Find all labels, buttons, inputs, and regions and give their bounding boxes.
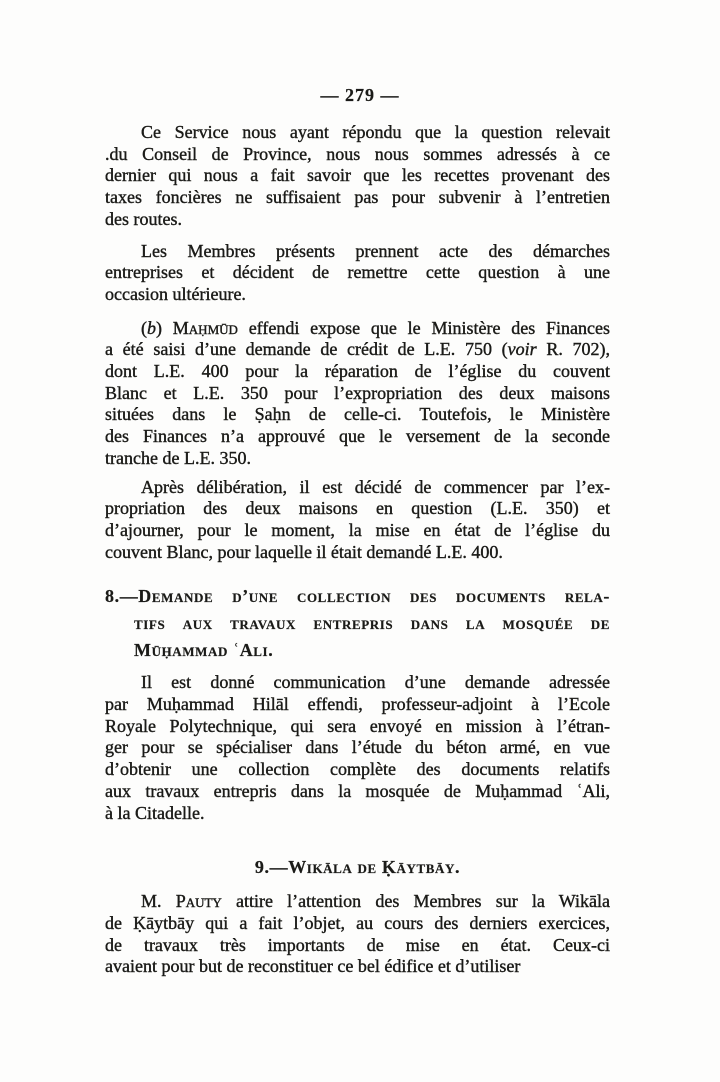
heading-hanging — [105, 583, 610, 664]
text-line: Blanc et L.E. 350 pour l’expropriation des deux maisons — [105, 382, 610, 403]
text-line: Mūḥammad ʿAli. — [134, 640, 274, 661]
text-line: ger pour se spécialiser dans l’étude du béton armé, en vue — [105, 737, 610, 758]
text-line: couvent Blanc, pour laquelle il était demandé L.E. 400. — [105, 541, 503, 562]
text-line: 9.—Wikāla de Ḳāytbāy. — [254, 857, 461, 878]
text-line: d’ajourner, pour le moment, la mise en état de l’église du — [105, 519, 610, 540]
text-line: a été saisi d’une demande de crédit de L.E. 750 (voir R. 702), — [105, 339, 611, 360]
paragraph — [105, 241, 610, 306]
text-line: 8.—Demande d’une collection des documents rela- — [105, 586, 610, 607]
heading-centered — [105, 854, 610, 880]
text-line: des routes. — [105, 208, 182, 229]
text-line: par Muḥammad Hilāl effendi, professeur-adjoint à l’Ecole — [105, 694, 610, 715]
text-line: aux travaux entrepris dans la mosquée de Muḥammad ʿAli, — [105, 780, 610, 801]
text-line: Ce Service nous ayant répondu que la question relevait — [141, 122, 610, 142]
text-line: dont L.E. 400 pour la réparation de l’église du couvent — [105, 361, 610, 382]
text-line: de travaux très importants de mise en état. Ceux-ci — [105, 934, 610, 955]
text-line: dernier qui nous a fait savoir que les recettes provenant des — [105, 165, 610, 186]
text-line: de Ḳāytbāy qui a fait l’objet, au cours des derniers exercices, — [105, 912, 610, 933]
paragraph — [105, 891, 610, 978]
text-line: M. Pauty attire l’attention des Membres sur la Wikāla — [141, 891, 610, 912]
text-line: situées dans le Ṣaḥn de celle-ci. Toutefois, le Ministère — [105, 404, 610, 425]
text-line: occasion ultérieure. — [105, 283, 246, 304]
page-number: — 279 — — [320, 85, 400, 105]
text-line: Les Membres présents prennent acte des démarches — [141, 240, 610, 261]
text-line: des Finances n’a approuvé que le versement de la seconde — [105, 426, 610, 447]
text-line: d’obtenir une collection complète des documents relatifs — [105, 759, 610, 780]
text-line: Il est donné communication d’une demande adressée — [141, 672, 610, 693]
text-line: tranche de L.E. 350. — [105, 447, 251, 468]
paragraph — [105, 122, 610, 231]
paragraph — [105, 318, 610, 470]
text-line: Royale Polytechnique, qui sera envoyé en mission à l’étran- — [105, 715, 610, 736]
text-line: taxes foncières ne suffisaient pas pour subvenir à l’entretien — [105, 187, 610, 208]
text-line: entreprises et décident de remettre cette question à une — [105, 262, 610, 283]
text-line: à la Citadelle. — [105, 802, 205, 823]
text-line: .du Conseil de Province, nous nous sommes adressés à ce — [105, 143, 610, 164]
text-line: Après délibération, il est décidé de commencer par l’ex- — [141, 476, 610, 497]
text-line: avaient pour but de reconstituer ce bel édifice et d’utiliser — [105, 956, 521, 977]
text-line: (b) Maḥmūd effendi expose que le Ministère des Finances — [141, 317, 610, 338]
page-content — [105, 122, 610, 978]
text-line: tifs aux travaux entrepris dans la mosquée de — [134, 613, 610, 634]
paragraph — [105, 672, 610, 824]
paragraph — [105, 477, 610, 564]
text-line: propriation des deux maisons en question (L.E. 350) et — [105, 498, 610, 519]
